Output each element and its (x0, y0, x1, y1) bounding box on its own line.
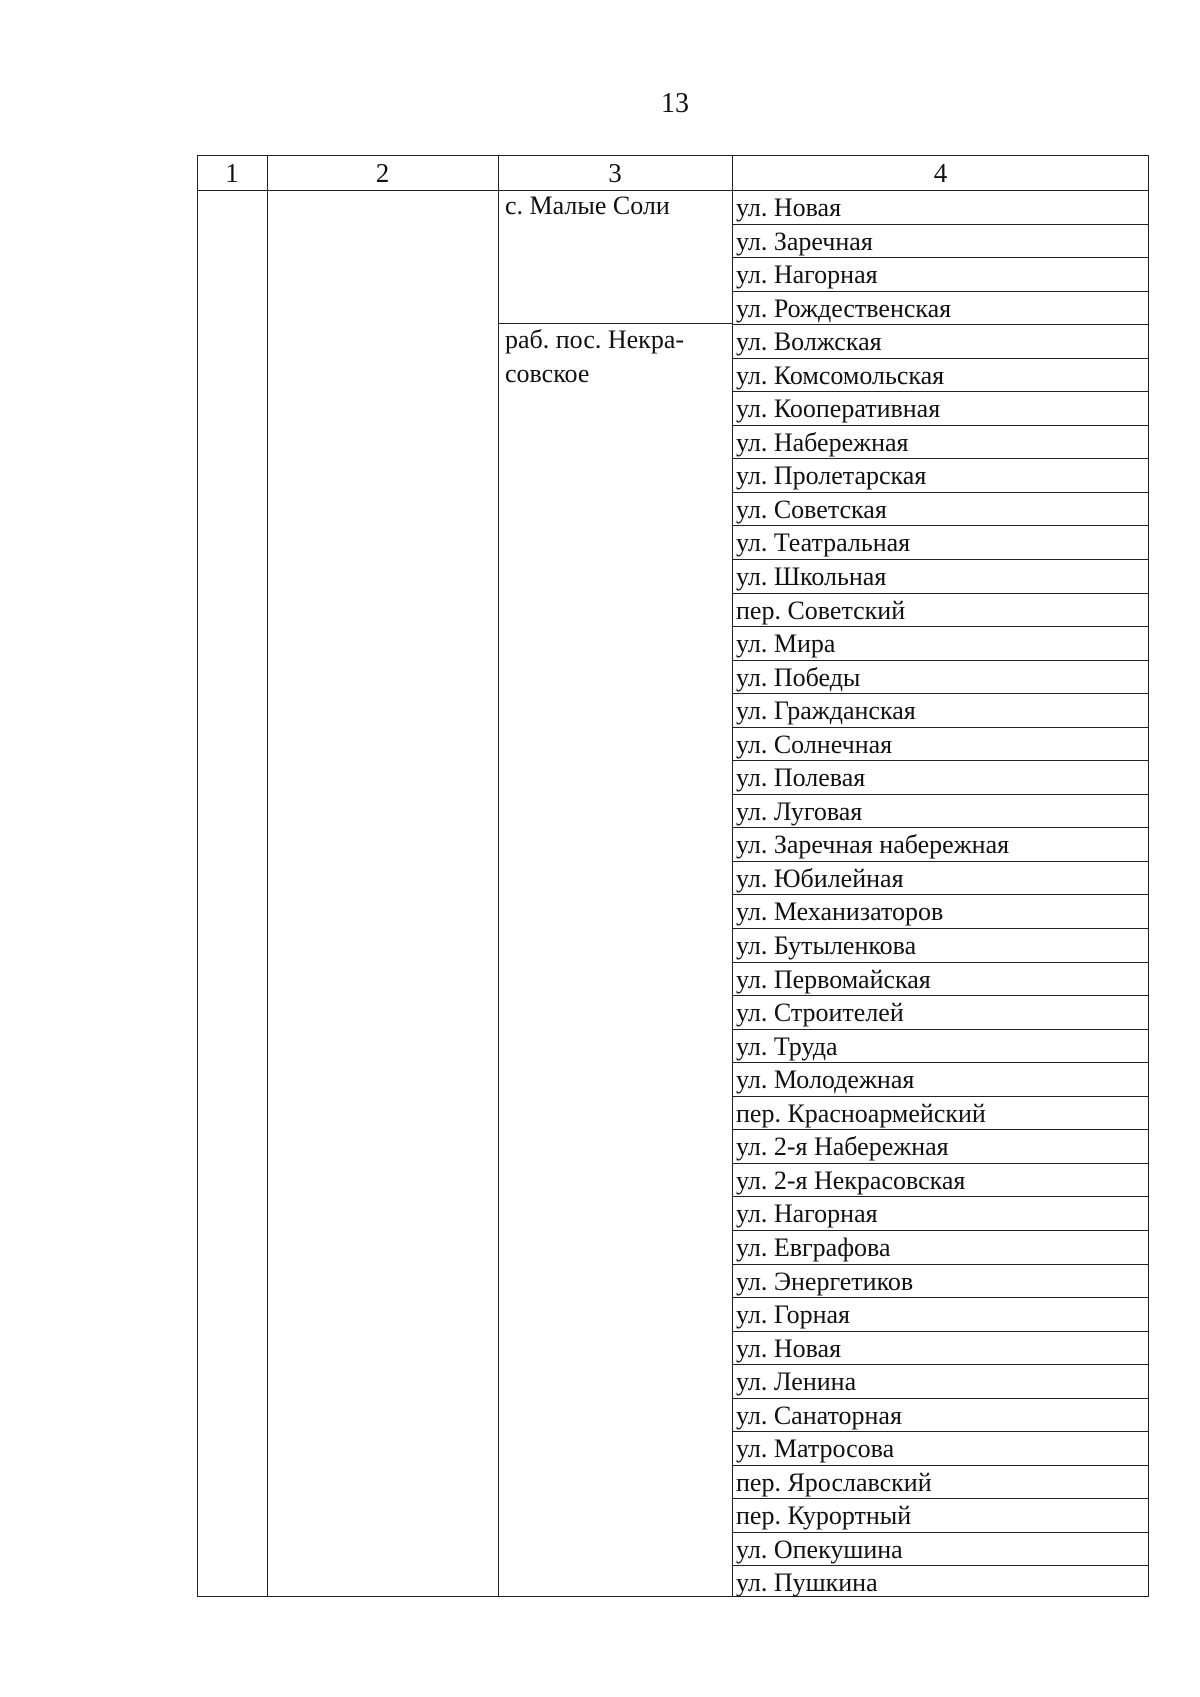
column-divider-1 (267, 155, 268, 1597)
street-item: ул. Луговая (733, 795, 1148, 829)
street-item: ул. Механизаторов (733, 895, 1148, 929)
table-header-row (197, 155, 1149, 191)
header-col-2: 2 (375, 158, 390, 188)
street-item: ул. Ленина (733, 1365, 1148, 1399)
street-item: ул. Горная (733, 1298, 1148, 1332)
street-item: ул. Матросова (733, 1432, 1148, 1466)
street-item: ул. Волжская (733, 325, 1148, 359)
street-item: ул. Новая (733, 191, 1148, 225)
street-item: ул. 2-я Набережная (733, 1130, 1148, 1164)
street-item: ул. Полевая (733, 761, 1148, 795)
street-item: ул. Набережная (733, 426, 1148, 460)
street-item: ул. Новая (733, 1332, 1148, 1366)
street-item: пер. Ярославский (733, 1466, 1148, 1500)
street-item: ул. Нагорная (733, 258, 1148, 292)
street-item: ул. Евграфова (733, 1231, 1148, 1265)
street-item: ул. Первомайская (733, 963, 1148, 997)
street-list (733, 191, 1148, 1600)
settlement-nekrasovskoe (499, 323, 732, 391)
street-item: ул. Молодежная (733, 1063, 1148, 1097)
page-number: 13 (661, 88, 689, 119)
street-item: ул. Кооперативная (733, 392, 1148, 426)
street-item: ул. Рождественская (733, 292, 1148, 326)
street-item: ул. Опекушина (733, 1533, 1148, 1567)
street-item: ул. Санаторная (733, 1399, 1148, 1433)
street-item: ул. Школьная (733, 560, 1148, 594)
street-item: ул. Пролетарская (733, 459, 1148, 493)
street-item: ул. Труда (733, 1030, 1148, 1064)
street-item: ул. Бутыленкова (733, 929, 1148, 963)
street-item: пер. Советский (733, 594, 1148, 628)
street-item: ул. Пушкина (736, 1568, 878, 1598)
street-item: ул. Мира (733, 627, 1148, 661)
settlement-malye-soli: с. Малые Соли (505, 191, 670, 220)
street-item: ул. Театральная (733, 526, 1148, 560)
street-item: пер. Курортный (733, 1499, 1148, 1533)
street-item: ул. Строителей (733, 996, 1148, 1030)
street-item: ул. Гражданская (733, 694, 1148, 728)
settlement-nekrasovskoe-line1: раб. пос. Некра- (505, 325, 685, 354)
street-item: ул. Юбилейная (733, 862, 1148, 896)
header-col-4: 4 (933, 158, 948, 188)
street-item: пер. Красноармейский (733, 1097, 1148, 1131)
street-item: ул. Советская (733, 493, 1148, 527)
street-item: ул. Энергетиков (733, 1265, 1148, 1299)
settlement-nekrasovskoe-line2: совское (505, 359, 590, 388)
street-item: ул. Комсомольская (733, 359, 1148, 393)
street-item: ул. Заречная (733, 225, 1148, 259)
header-col-1: 1 (225, 158, 239, 188)
street-item: ул. 2-я Некрасовская (733, 1164, 1148, 1198)
street-item: ул. Победы (733, 661, 1148, 695)
street-item: ул. Нагорная (733, 1197, 1148, 1231)
street-item: ул. Заречная набережная (733, 828, 1148, 862)
street-item: ул. Солнечная (733, 728, 1148, 762)
header-col-3: 3 (608, 158, 622, 188)
